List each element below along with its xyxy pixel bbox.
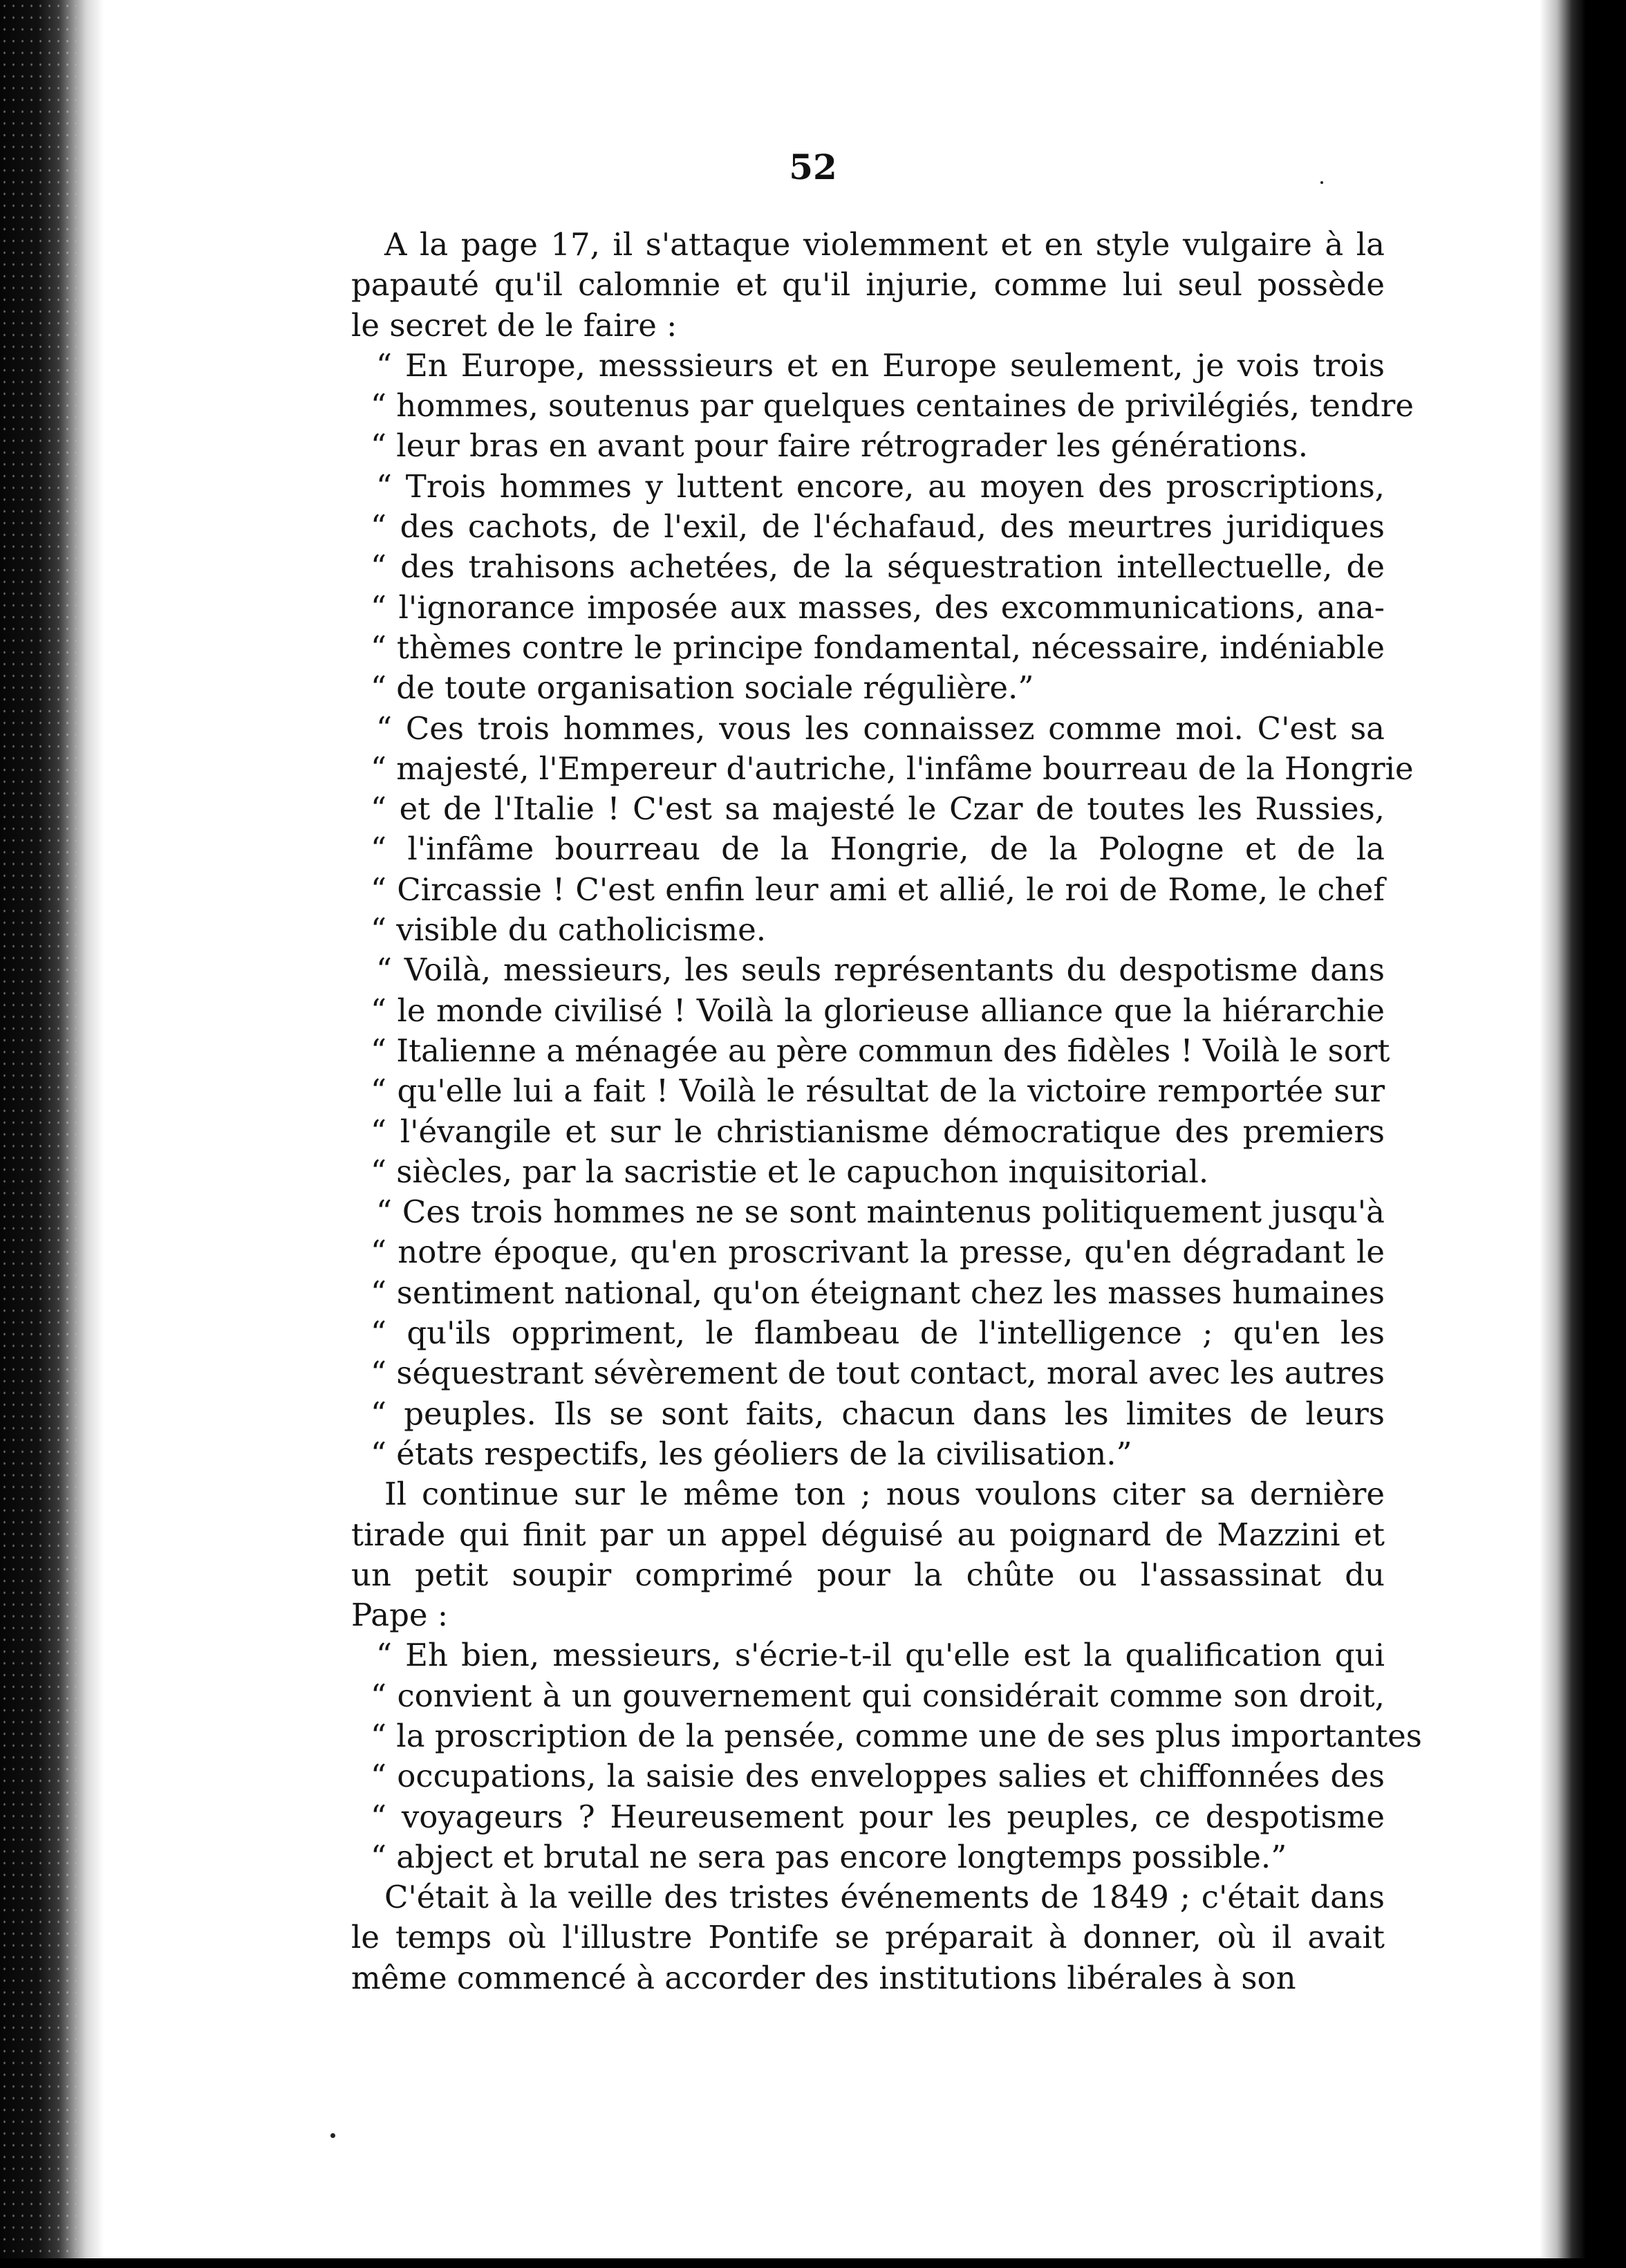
text-line: “ majesté, l'Empereur d'autriche, l'infâme bourreau de la Hongrie [371,750,1414,787]
text-line: “ l'évangile et sur le christianisme démocratique des premiers [371,1113,1385,1150]
text-line: même commencé à accorder des institutions libérales à son [351,1959,1296,1996]
text-line: “ occupations, la saisie des enveloppes salies et chiffonnées des [371,1758,1385,1795]
text-line: tirade qui finit par un appel déguisé au poignard de Mazzini et [351,1516,1385,1553]
text-line: “ convient à un gouvernement qui considérait comme son droit, [371,1677,1385,1714]
text-line: un petit soupir comprimé pour la chûte ou l'assassinat du [351,1556,1385,1593]
text-line: “ Trois hommes y luttent encore, au moyen des proscriptions, [376,467,1385,505]
text-line: “ qu'ils oppriment, le flambeau de l'intelligence ; qu'en les [371,1314,1385,1352]
text-line: “ notre époque, qu'en proscrivant la presse, qu'en dégradant le [371,1234,1385,1271]
text-line: “ En Europe, messsieurs et en Europe seulement, je vois trois [376,346,1385,384]
text-line: “ de toute organisation sociale régulière.” [371,669,1034,707]
text-line: “ Voilà, messieurs, les seuls représentants du despotisme dans [376,951,1385,989]
text-line: A la page 17, il s'attaque violemment et en style vulgaire à la [384,226,1385,263]
text-line: “ le monde civilisé ! Voilà la glorieuse alliance que la hiérarchie [371,992,1385,1029]
text-line: “ des trahisons achetées, de la séquestration intellectuelle, de [371,548,1385,586]
page-body [351,225,1422,1998]
text-line: Il continue sur le même ton ; nous voulons citer sa dernière [384,1476,1385,1513]
text-line: “ des cachots, de l'exil, de l'échafaud, des meurtres juridiques [371,508,1385,546]
text-line: “ visible du catholicisme. [371,911,767,949]
scan-bottom-edge [0,2258,1626,2268]
text-line: “ qu'elle lui a fait ! Voilà le résultat de la victoire remportée sur [371,1072,1385,1110]
text-line: “ peuples. Ils se sont faits, chacun dans les limites de leurs [371,1395,1385,1432]
text-line: “ la proscription de la pensée, comme une de ses plus importantes [371,1717,1422,1754]
text-line: “ Ces trois hommes, vous les connaissez comme moi. C'est sa [376,709,1385,747]
scan-speck [1320,181,1323,184]
text-line: “ leur bras en avant pour faire rétrograder les générations. [371,427,1309,465]
text-line: “ siècles, par la sacristie et le capuchon inquisitorial. [371,1153,1209,1190]
text-line: “ abject et brutal ne sera pas encore longtemps possible.” [371,1838,1287,1875]
text-line: Pape : [351,1597,448,1634]
text-line: “ et de l'Italie ! C'est sa majesté le Czar de toutes les Russies, [371,790,1385,828]
text-line: “ Eh bien, messieurs, s'écrie-t-il qu'elle est la qualification qui [376,1637,1385,1674]
text-line: “ sentiment national, qu'on éteignant chez les masses humaines [371,1274,1385,1311]
text-line: “ Circassie ! C'est enfin leur ami et allié, le roi de Rome, le chef [371,871,1385,908]
page-number: 52 [789,147,837,187]
text-line: “ voyageurs ? Heureusement pour les peuples, ce despotisme [371,1798,1385,1835]
text-line: “ séquestrant sévèrement de tout contact, moral avec les autres [371,1355,1385,1392]
text-line: “ Ces trois hommes ne se sont maintenus politiquement jusqu'à [376,1193,1385,1231]
scan-speck [330,2133,335,2138]
text-line: le temps où l'illustre Pontife se préparait à donner, où il avait [351,1919,1385,1956]
scan-left-edge-texture [0,0,76,2268]
text-line: “ thèmes contre le principe fondamental, nécessaire, indéniable [371,629,1385,666]
text-line: “ états respectifs, les géoliers de la civilisation.” [371,1435,1132,1472]
text-line: “ l'infâme bourreau de la Hongrie, de la Pologne et de la [371,830,1385,868]
text-line: “ l'ignorance imposée aux masses, des excommunications, ana- [371,588,1385,626]
text-line: “ hommes, soutenus par quelques centaines de privilégiés, tendre [371,387,1414,425]
text-line: “ Italienne a ménagée au père commun des fidèles ! Voilà le sort [371,1032,1390,1069]
text-line: C'était à la veille des tristes événements de 1849 ; c'était dans [384,1879,1385,1916]
scan-right-edge [1540,0,1626,2268]
text-line: papauté qu'il calomnie et qu'il injurie, comme lui seul possède [351,266,1385,304]
text-line: le secret de le faire : [351,306,678,344]
